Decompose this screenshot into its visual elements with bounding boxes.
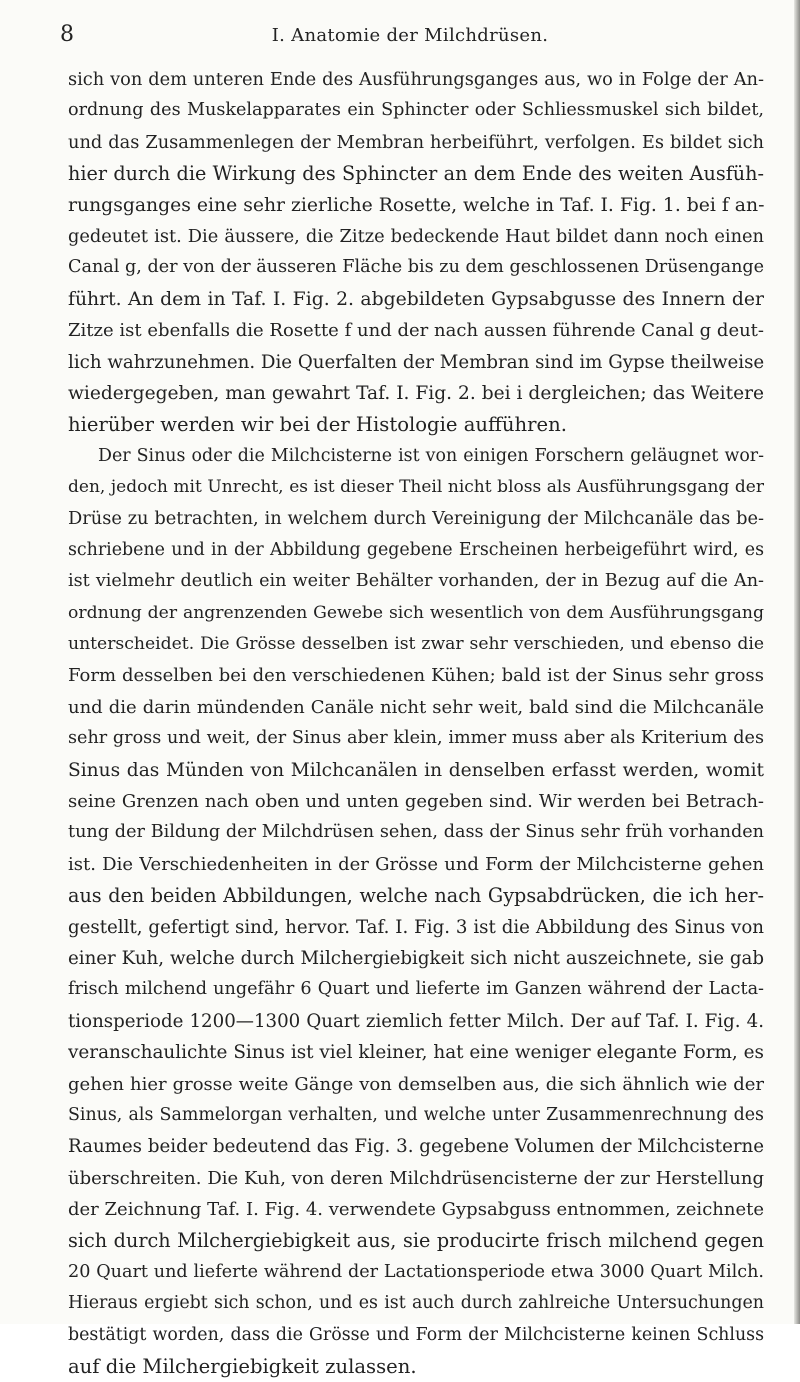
text-line: rungsganges eine sehr zierliche Rosette, welche in Taf. I. Fig. 1. bei f an- [68,194,764,216]
text-line: seine Grenzen nach oben und unten gegeben sind. Wir werden bei Betrach- [68,790,764,812]
text-line: ist. Die Verschiedenheiten in der Grösse und Form der Milchcisterne gehen [68,853,764,875]
page-edge-shadow [794,0,800,1324]
text-line: sehr gross und weit, der Sinus aber klein, immer muss aber als Kriterium des [68,728,764,749]
text-line: wiedergegeben, man gewahrt Taf. I. Fig. 2. bei i dergleichen; das Weitere [68,382,764,404]
text-line: Hieraus ergiebt sich schon, und es ist auch durch zahlreiche Untersuchungen [68,1293,764,1314]
text-line: unterscheidet. Die Grösse desselben ist zwar sehr verschieden, und ebenso die [68,634,764,655]
text-line: der Zeichnung Taf. I. Fig. 4. verwendete Gypsabguss entnommen, zeichnete [68,1199,764,1221]
text-line: bestätigt worden, dass die Grösse und Form der Milchcisterne keinen Schluss [68,1324,764,1345]
text-line: Der Sinus oder die Milchcisterne ist von einigen Forschern geläugnet wor- [98,445,764,466]
page-header [60,22,760,48]
text-line: ordnung des Muskelapparates ein Sphincter oder Schliessmuskel sich bildet, [68,100,764,121]
text-line: gestellt, gefertigt sind, hervor. Taf. I. Fig. 3 ist die Abbildung des Sinus von [68,916,764,938]
text-line: Drüse zu betrachten, in welchem durch Vereinigung der Milchcanäle das be- [68,508,764,530]
text-line: Zitze ist ebenfalls die Rosette f und der nach aussen führende Canal g deut- [68,320,764,342]
running-title: I. Anatomie der Milchdrüsen. [271,25,549,46]
text-line: gedeutet ist. Die äussere, die Zitze bedeckende Haut bildet dann noch einen [68,225,764,247]
text-line: Raumes beider bedeutend das Fig. 3. gegebene Volumen der Milchcisterne [68,1136,764,1158]
text-line: den, jedoch mit Unrecht, es ist dieser Theil nicht bloss als Ausführungsgang der [68,477,764,498]
text-line: und das Zusammenlegen der Membran herbeiführt, verfolgen. Es bildet sich [68,131,764,153]
text-line: hierüber werden wir bei der Histologie aufführen. [68,413,567,437]
text-line: frisch milchend ungefähr 6 Quart und lieferte im Ganzen während der Lacta- [68,979,764,1000]
text-line: 20 Quart und lieferte während der Lactationsperiode etwa 3000 Quart Milch. [68,1261,764,1282]
text-line: ordnung der angrenzenden Gewebe sich wesentlich von dem Ausführungsgang [68,602,764,623]
text-line: schriebene und in der Abbildung gegebene Erscheinen herbeigeführt wird, es [68,539,764,560]
text-line: und die darin mündenden Canäle nicht sehr weit, bald sind die Milchcanäle [68,696,764,718]
text-line: sich von dem unteren Ende des Ausführungsganges aus, wo in Folge der An- [68,69,764,90]
text-line: hier durch die Wirkung des Sphincter an dem Ende des weiten Ausfüh- [68,162,764,186]
text-line: aus den beiden Abbildungen, welche nach Gypsabdrücken, die ich her- [68,884,764,908]
page-number: 8 [60,22,74,47]
text-line: auf die Milchergiebigkeit zulassen. [68,1355,417,1379]
text-line: ist vielmehr deutlich ein weiter Behälter vorhanden, der in Bezug auf die An- [68,571,764,592]
text-line: überschreiten. Die Kuh, von deren Milchdrüsencisterne der zur Herstellung [68,1167,764,1189]
text-line: veranschaulichte Sinus ist viel kleiner, hat eine weniger elegante Form, es [68,1042,764,1064]
text-line: einer Kuh, welche durch Milchergiebigkeit sich nicht auszeichnete, sie gab [68,947,764,969]
text-line: Sinus das Münden von Milchcanälen in denselben erfasst werden, womit [68,759,764,781]
text-line: lich wahrzunehmen. Die Querfalten der Membran sind im Gypse theilweise [68,351,764,373]
text-line: Sinus, als Sammelorgan verhalten, und welche unter Zusammenrechnung des [68,1104,764,1125]
text-line: Canal g, der von der äusseren Fläche bis zu dem geschlossenen Drüsengange [68,257,764,278]
body-text [68,64,764,1382]
text-line: führt. An dem in Taf. I. Fig. 2. abgebildeten Gypsabgusse des Innern der [68,288,764,310]
text-line: sich durch Milchergiebigkeit aus, sie producirte frisch milchend gegen [68,1229,764,1253]
text-line: tionsperiode 1200—1300 Quart ziemlich fetter Milch. Der auf Taf. I. Fig. 4. [68,1010,764,1032]
text-line: gehen hier grosse weite Gänge von demselben aus, die sich ähnlich wie der [68,1073,764,1095]
text-line: tung der Bildung der Milchdrüsen sehen, dass der Sinus sehr früh vorhanden [68,822,764,843]
text-line: Form desselben bei den verschiedenen Kühen; bald ist der Sinus sehr gross [68,665,764,687]
